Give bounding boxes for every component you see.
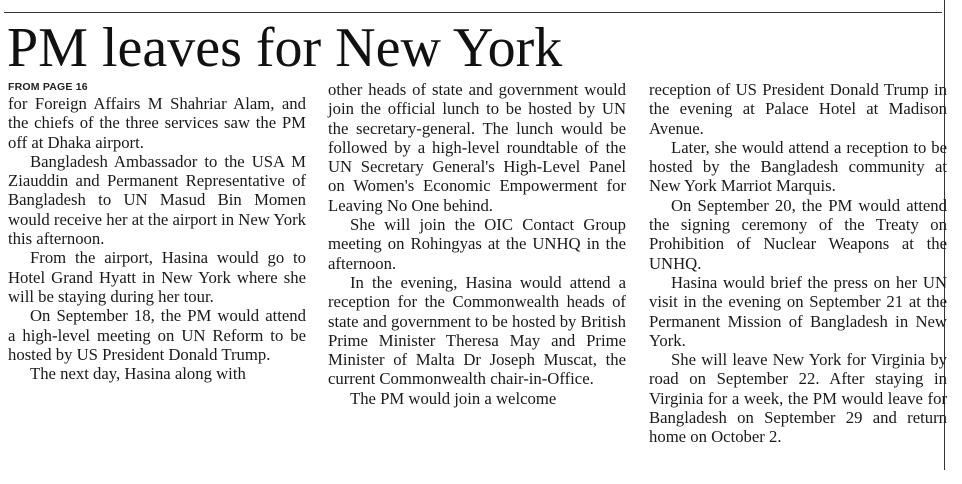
- article-column-2: [328, 80, 626, 408]
- article-column-3: [649, 80, 947, 447]
- article-column-1: [8, 80, 306, 383]
- article-paragraph: other heads of state and government would join the official lunch to be hosted by UN the secretary-general. The lunch would be followed by a high-level roundtable of the UN Secretary General's High-Level Panel on Women's Economic Empowerment for Leaving No One behind.: [328, 80, 626, 215]
- headline: PM leaves for New York: [7, 17, 563, 79]
- top-rule: [4, 12, 942, 13]
- article-paragraph: Bangladesh Ambassador to the USA M Ziauddin and Permanent Representative of Bangladesh to UN Masud Bin Momen would receive her at the airport in New York this afternoon.: [8, 151, 306, 249]
- article-paragraph: The next day, Hasina along with: [30, 364, 246, 384]
- article-paragraph: She will leave New York for Virginia by road on September 22. After staying in Virginia for a week, the PM would leave for Bangladesh on September 29 and return home on October 2.: [649, 350, 947, 447]
- article-paragraph: On September 18, the PM would attend a high-level meeting on UN Reform to be hosted by US President Donald Trump.: [8, 306, 306, 364]
- article-paragraph: In the evening, Hasina would attend a reception for the Commonwealth heads of state and government to be hosted by British Prime Minister Theresa May and Prime Minister of Malta Dr Joseph Muscat, the current Commonwealth chair-in-Office.: [328, 272, 627, 389]
- article-paragraph: She will join the OIC Contact Group meeting on Rohingyas at the UNHQ in the afternoon.: [328, 215, 626, 273]
- article-paragraph: Later, she would attend a reception to be hosted by the Bangladesh community at New York Marriot Marquis.: [649, 137, 947, 196]
- article-paragraph: for Foreign Affairs M Shahriar Alam, and the chiefs of the three services saw the PM off at Dhaka airport.: [8, 94, 306, 152]
- source-line: FROM PAGE 16: [8, 81, 88, 93]
- article-paragraph: reception of US President Donald Trump in the evening at Palace Hotel at Madison Avenue.: [649, 80, 947, 138]
- article-paragraph: On September 20, the PM would attend the signing ceremony of the Treaty on Prohibition of Nuclear Weapons at the UNHQ.: [649, 195, 947, 273]
- article-paragraph: The PM would join a welcome: [350, 388, 557, 408]
- article-paragraph: From the airport, Hasina would go to Hotel Grand Hyatt in New York where she will be staying during her tour.: [8, 248, 306, 306]
- article-paragraph: Hasina would brief the press on her UN visit in the evening on September 21 at the Permanent Mission of Bangladesh in New York.: [649, 272, 947, 350]
